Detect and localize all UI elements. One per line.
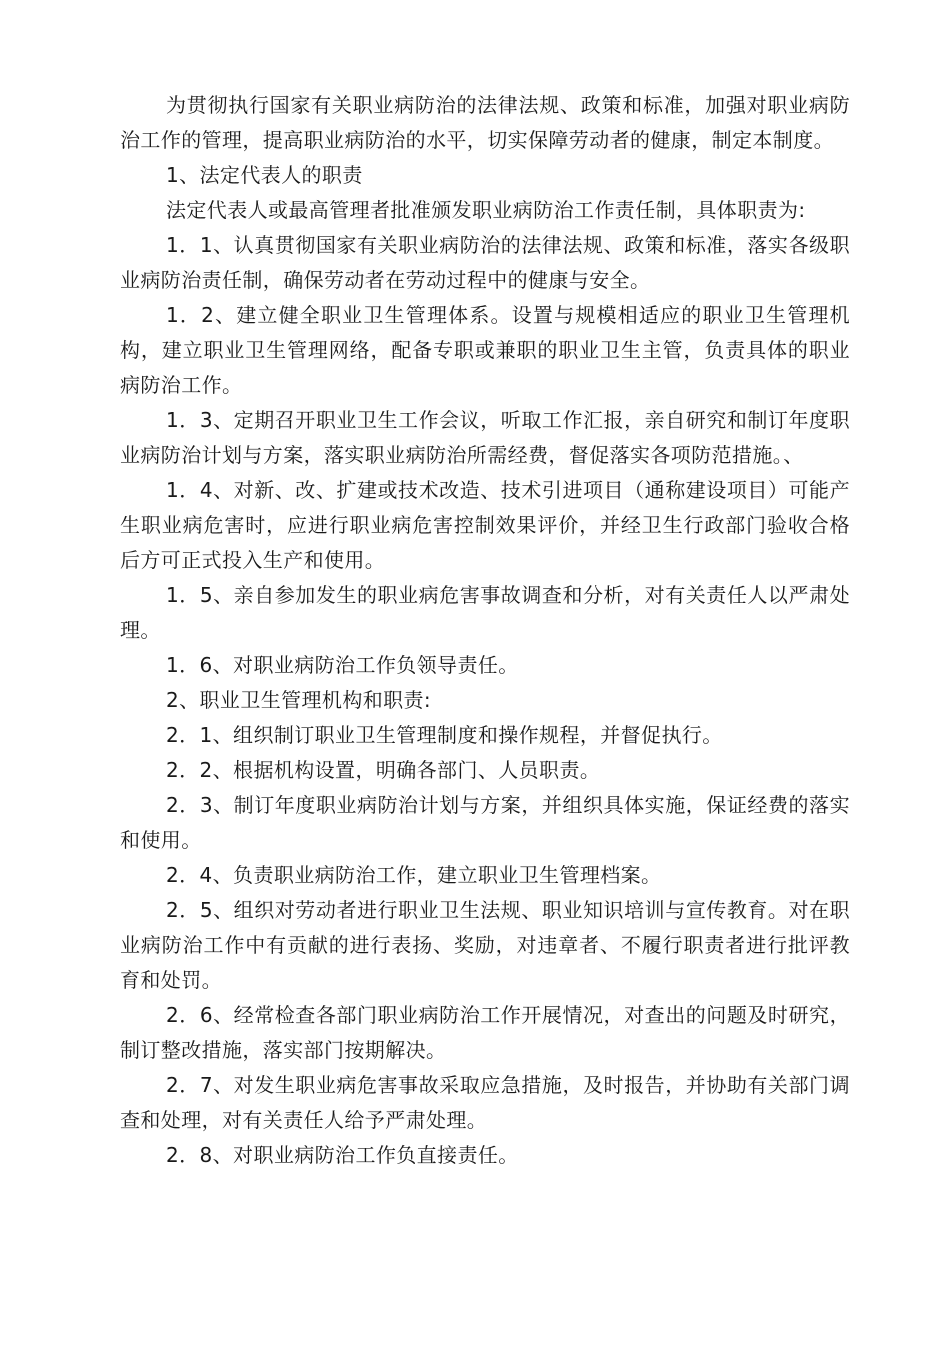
clause-2-5: 2．5、组织对劳动者进行职业卫生法规、职业知识培训与宣传教育。对在职业病防治工作中有贡献的进行表扬、奖励，对违章者、不履行职责者进行批评教育和处罚。 xyxy=(120,898,850,992)
clause-1-5: 1．5、亲自参加发生的职业病危害事故调查和分析，对有关责任人以严肃处理。 xyxy=(120,583,850,642)
clause-2-4: 2．4、负责职业病防治工作，建立职业卫生管理档案。 xyxy=(166,863,662,887)
section-heading-1: 1、法定代表人的职责 xyxy=(166,163,363,187)
clause-2-1: 2．1、组织制订职业卫生管理制度和操作规程，并督促执行。 xyxy=(166,723,723,747)
document-body xyxy=(120,88,850,1173)
clause-1-2: 1．2、建立健全职业卫生管理体系。设置与规模相适应的职业卫生管理机构，建立职业卫生管理网络，配备专职或兼职的职业卫生主管，负责具体的职业病防治工作。 xyxy=(120,303,850,397)
clause-1-1: 1．1、认真贯彻国家有关职业病防治的法律法规、政策和标准，落实各级职业病防治责任制，确保劳动者在劳动过程中的健康与安全。 xyxy=(120,233,850,292)
clause-1-3: 1．3、定期召开职业卫生工作会议，听取工作汇报，亲自研究和制订年度职业病防治计划与方案，落实职业病防治所需经费，督促落实各项防范措施。、 xyxy=(120,408,850,467)
intro-paragraph: 为贯彻执行国家有关职业病防治的法律法规、政策和标准，加强对职业病防治工作的管理，提高职业病防治的水平，切实保障劳动者的健康，制定本制度。 xyxy=(120,93,850,152)
clause-2-8: 2．8、对职业病防治工作负直接责任。 xyxy=(166,1143,519,1167)
clause-1-4: 1．4、对新、改、扩建或技术改造、技术引进项目（通称建设项目）可能产生职业病危害时，应进行职业病危害控制效果评价，并经卫生行政部门验收合格后方可正式投入生产和使用。 xyxy=(120,478,850,572)
clause-1-6: 1．6、对职业病防治工作负领导责任。 xyxy=(166,653,519,677)
section-heading-2: 2、职业卫生管理机构和职责: xyxy=(166,688,432,712)
clause-2-6: 2．6、经常检查各部门职业病防治工作开展情况，对查出的问题及时研究，制订整改措施，落实部门按期解决。 xyxy=(120,1003,850,1062)
clause-2-7: 2．7、对发生职业病危害事故采取应急措施，及时报告，并协助有关部门调查和处理，对有关责任人给予严肃处理。 xyxy=(120,1073,850,1132)
clause-2-3: 2．3、制订年度职业病防治计划与方案，并组织具体实施，保证经费的落实和使用。 xyxy=(120,793,850,852)
section-1-lead: 法定代表人或最高管理者批准颁发职业病防治工作责任制，具体职责为: xyxy=(166,198,806,222)
clause-2-2: 2．2、根据机构设置，明确各部门、人员职责。 xyxy=(166,758,601,782)
